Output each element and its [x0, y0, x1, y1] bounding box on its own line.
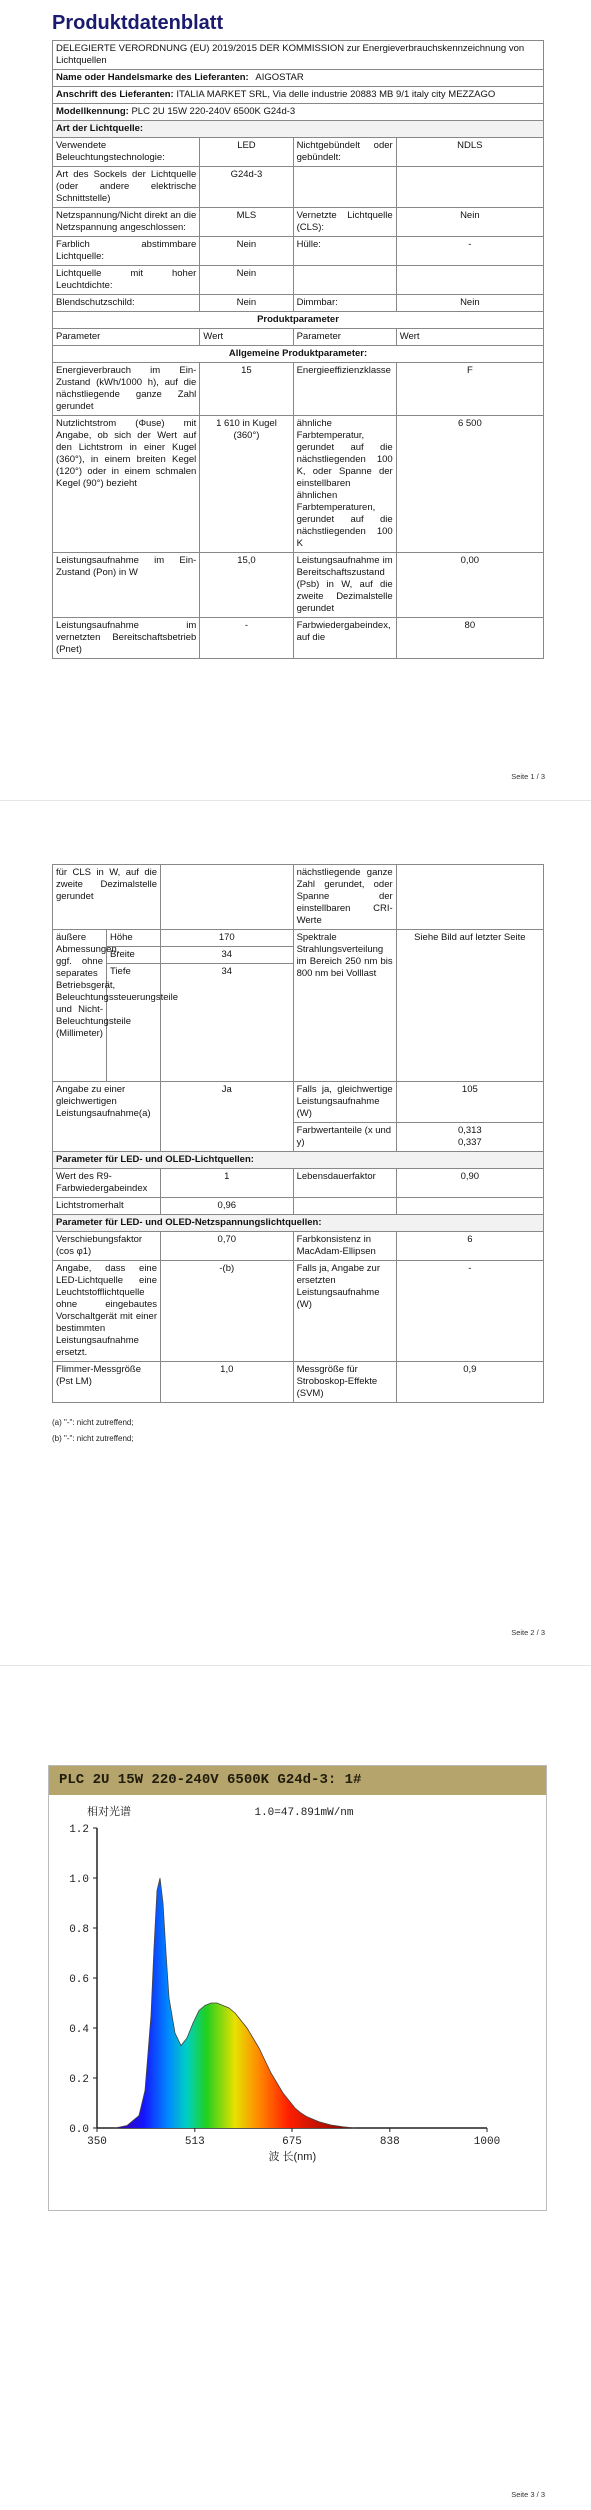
- cell: Verschiebungsfaktor (cos φ1): [53, 1232, 161, 1261]
- cell: 0,70: [161, 1232, 294, 1261]
- cell: 0,00: [396, 553, 543, 618]
- table-row: [53, 266, 544, 295]
- column-header: Parameter: [293, 329, 396, 346]
- table-row: [53, 295, 544, 312]
- cell: G24d-3: [200, 167, 293, 208]
- x-tick-label: 350: [87, 2136, 107, 2148]
- cell: Nein: [396, 295, 543, 312]
- cell: [293, 266, 396, 295]
- cell: MLS: [200, 208, 293, 237]
- cell: Nutzlichtstrom (Φuse) mit Angabe, ob sich der Wert auf den Lichtstrom in einer Kugel (360°), in einem breiten Kegel (120°) oder in einem schmalen Kegel (90°) bezieht: [53, 416, 200, 553]
- table-row: [53, 237, 544, 266]
- cell: -: [396, 1261, 543, 1362]
- mains-params-header: Parameter für LED- und OLED-Netzspannungslichtquellen:: [53, 1215, 544, 1232]
- cell: Art des Sockels der Lichtquelle (oder andere elektrische Schnittstelle): [53, 167, 200, 208]
- cell: Nein: [200, 295, 293, 312]
- y-axis-label: 相对光谱: [87, 1806, 131, 1818]
- supplier-name: AIGOSTAR: [255, 72, 304, 83]
- x-tick-label: 1000: [473, 2136, 501, 2148]
- cell: LED: [200, 138, 293, 167]
- spectrum-plot: [49, 1795, 544, 2208]
- cell: Dimmbar:: [293, 295, 396, 312]
- dim-value: 34: [161, 964, 294, 1082]
- x-tick-label: 513: [184, 2136, 205, 2148]
- page-number: Seite 1 / 3: [511, 772, 545, 781]
- y-tick-label: 0.6: [69, 1974, 89, 1986]
- cell: Nein: [200, 237, 293, 266]
- equiv-power-value: 105: [396, 1082, 543, 1123]
- cell: Lichtstromerhalt: [53, 1198, 161, 1215]
- table-row: [53, 208, 544, 237]
- model-row: [53, 104, 544, 121]
- table-row: [53, 930, 544, 947]
- cell: Lebensdauerfaktor: [293, 1169, 396, 1198]
- equiv-power-label: Falls ja, gleichwertige Leistungsaufnahme (W): [293, 1082, 396, 1123]
- document-title: Produktdatenblatt: [52, 12, 224, 34]
- footnote-b: (b) "-": nicht zutreffend;: [52, 1434, 134, 1443]
- cell: Wert des R9-Farbwiedergabeindex: [53, 1169, 161, 1198]
- table-row: [53, 1198, 544, 1215]
- table-row: [53, 1082, 544, 1123]
- cell: Verwendete Beleuchtungstechnologie:: [53, 138, 200, 167]
- cell: Netzspannung/Nicht direkt an die Netzspannung angeschlossen:: [53, 208, 200, 237]
- chart-annotation: 1.0=47.891mW/nm: [254, 1807, 354, 1819]
- chroma-values: [396, 1123, 543, 1152]
- cell: 1: [161, 1169, 294, 1198]
- page-divider: [0, 800, 591, 801]
- spectrum-area: [115, 1878, 355, 2128]
- supplier-address-row: [53, 87, 544, 104]
- y-tick-label: 0.0: [69, 2124, 89, 2136]
- table-row: [53, 138, 544, 167]
- spectral-label: Spektrale Strahlungsverteilung im Bereich 250 nm bis 800 nm bei Volllast: [293, 930, 396, 1082]
- page-2: [0, 810, 591, 1660]
- table-row: [53, 1362, 544, 1403]
- general-params-header: Allgemeine Produktparameter:: [53, 346, 544, 363]
- cell: Farbkonsistenz in MacAdam-Ellipsen: [293, 1232, 396, 1261]
- x-tick-label: 838: [379, 2136, 400, 2148]
- equiv-value: Ja: [161, 1082, 294, 1152]
- cell: [396, 1198, 543, 1215]
- product-sheet-table-1: [52, 40, 544, 659]
- model-value: PLC 2U 15W 220-240V 6500K G24d-3: [131, 106, 296, 117]
- supplier-address: ITALIA MARKET SRL, Via delle industrie 20883 MB 9/1 italy city MEZZAGO: [176, 89, 496, 100]
- x-axis-label: 波 长(nm): [268, 2151, 317, 2163]
- cell: Flimmer-Messgröße (Pst LM): [53, 1362, 161, 1403]
- cell: Energieeffizienzklasse: [293, 363, 396, 416]
- cell: ähnliche Farbtemperatur, gerundet auf die nächstliegenden 100 K, oder Spanne der einstellbaren ähnlichen Farbtemperaturen, gerundet auf die nächstliegenden 100 K: [293, 416, 396, 553]
- cell: Lichtquelle mit hoher Leuchtdichte:: [53, 266, 200, 295]
- led-params-header: Parameter für LED- und OLED-Lichtquellen:: [53, 1152, 544, 1169]
- column-header-row: [53, 329, 544, 346]
- cell: 6 500: [396, 416, 543, 553]
- table-row: [53, 167, 544, 208]
- column-header: Wert: [396, 329, 543, 346]
- cell: NDLS: [396, 138, 543, 167]
- cell: 1,0: [161, 1362, 294, 1403]
- table-row: [53, 1232, 544, 1261]
- cell: Leistungsaufnahme im Ein-Zustand (Pon) in W: [53, 553, 200, 618]
- cell: 80: [396, 618, 543, 659]
- cell: Leistungsaufnahme im Bereitschaftszustand (Psb) in W, auf die zweite Dezimalstelle gerundet: [293, 553, 396, 618]
- dim-value: 34: [161, 947, 294, 964]
- chroma-x: 0,313: [457, 1125, 482, 1136]
- model-label: Modellkennung:: [56, 106, 129, 117]
- cell: [396, 167, 543, 208]
- table-row: [53, 1261, 544, 1362]
- cell: -(b): [161, 1261, 294, 1362]
- cell: Angabe, dass eine LED-Lichtquelle eine Leuchtstofflichtquelle ohne eingebautes Vorschaltgerät mit einer bestimmten Leistungsaufnahme ersetzt.: [53, 1261, 161, 1362]
- cell: 0,90: [396, 1169, 543, 1198]
- chroma-label: Farbwertanteile (x und y): [293, 1123, 396, 1152]
- cell: für CLS in W, auf die zweite Dezimalstelle gerundet: [53, 865, 161, 930]
- cell: [293, 1198, 396, 1215]
- dim-label: Tiefe: [107, 964, 161, 1082]
- page-number: Seite 2 / 3: [511, 1628, 545, 1637]
- spectral-value: Siehe Bild auf letzter Seite: [396, 930, 543, 1082]
- dimensions-label: äußere Abmessungen, ggf. ohne separates Betriebsgerät, Beleuchtungssteuerungsteile und Nicht-Beleuchtungsteile (Millimeter): [53, 930, 107, 1082]
- page-number: Seite 3 / 3: [511, 2490, 545, 2499]
- column-header: Wert: [200, 329, 293, 346]
- table-row: [53, 363, 544, 416]
- x-tick-label: 675: [282, 2136, 302, 2148]
- cell: Nein: [200, 266, 293, 295]
- type-header: Art der Lichtquelle:: [53, 121, 544, 138]
- cell: Hülle:: [293, 237, 396, 266]
- table-row: [53, 416, 544, 553]
- cell: Nichtgebündelt oder gebündelt:: [293, 138, 396, 167]
- cell: 0,9: [396, 1362, 543, 1403]
- dim-value: 170: [161, 930, 294, 947]
- cell: [396, 266, 543, 295]
- column-header: Parameter: [53, 329, 200, 346]
- cell: Blendschutzschild:: [53, 295, 200, 312]
- regulation-text: DELEGIERTE VERORDNUNG (EU) 2019/2015 DER KOMMISSION zur Energieverbrauchskennzeichnung von Lichtquellen: [53, 41, 544, 70]
- y-tick-label: 1.2: [69, 1824, 89, 1836]
- cell: 0,96: [161, 1198, 294, 1215]
- table-row: [53, 618, 544, 659]
- y-tick-label: 0.4: [69, 2024, 89, 2036]
- supplier-address-label: Anschrift des Lieferanten:: [56, 89, 174, 100]
- cell: F: [396, 363, 543, 416]
- dim-label: Höhe: [107, 930, 161, 947]
- spectrum-chart: [48, 1765, 547, 2211]
- cell: Energieverbrauch im Ein-Zustand (kWh/1000 h), auf die nächstliegende ganze Zahl gerundet: [53, 363, 200, 416]
- dim-label: Breite: [107, 947, 161, 964]
- page-1: [0, 0, 591, 790]
- cell: -: [396, 237, 543, 266]
- chroma-y: 0,337: [457, 1137, 482, 1148]
- cell: Messgröße für Stroboskop-Effekte (SVM): [293, 1362, 396, 1403]
- spectrum-marks: [115, 1878, 355, 2128]
- cell: Nein: [396, 208, 543, 237]
- cell: 1 610 in Kugel (360°): [200, 416, 293, 553]
- chart-title: PLC 2U 15W 220-240V 6500K G24d-3: 1#: [49, 1766, 546, 1795]
- equiv-label: Angabe zu einer gleichwertigen Leistungsaufnahme(a): [53, 1082, 161, 1152]
- cell: Farblich abstimmbare Lichtquelle:: [53, 237, 200, 266]
- cell: [293, 167, 396, 208]
- product-params-header: Produktparameter: [53, 312, 544, 329]
- cell: Falls ja, Angabe zur ersetzten Leistungsaufnahme (W): [293, 1261, 396, 1362]
- cell: 15,0: [200, 553, 293, 618]
- table-row: [53, 1169, 544, 1198]
- cell: 6: [396, 1232, 543, 1261]
- y-tick-label: 1.0: [69, 1874, 89, 1886]
- y-tick-label: 0.2: [69, 2074, 89, 2086]
- footnote-a: (a) "-": nicht zutreffend;: [52, 1418, 134, 1427]
- page-divider: [0, 1665, 591, 1666]
- y-tick-label: 0.8: [69, 1924, 89, 1936]
- table-row: [53, 865, 544, 930]
- cell: 15: [200, 363, 293, 416]
- cell: [396, 865, 543, 930]
- product-sheet-table-2: [52, 864, 544, 1403]
- table-row: [53, 553, 544, 618]
- cell: Leistungsaufnahme im vernetzten Bereitschaftsbetrieb (Pnet): [53, 618, 200, 659]
- cell: -: [200, 618, 293, 659]
- supplier-name-row: [53, 70, 544, 87]
- cell: nächstliegende ganze Zahl gerundet, oder Spanne der einstellbaren CRI-Werte: [293, 865, 396, 930]
- cell: Vernetzte Lichtquelle (CLS):: [293, 208, 396, 237]
- cell: [161, 865, 294, 930]
- cell: Farbwiedergabeindex, auf die: [293, 618, 396, 659]
- supplier-name-label: Name oder Handelsmarke des Lieferanten:: [56, 72, 249, 83]
